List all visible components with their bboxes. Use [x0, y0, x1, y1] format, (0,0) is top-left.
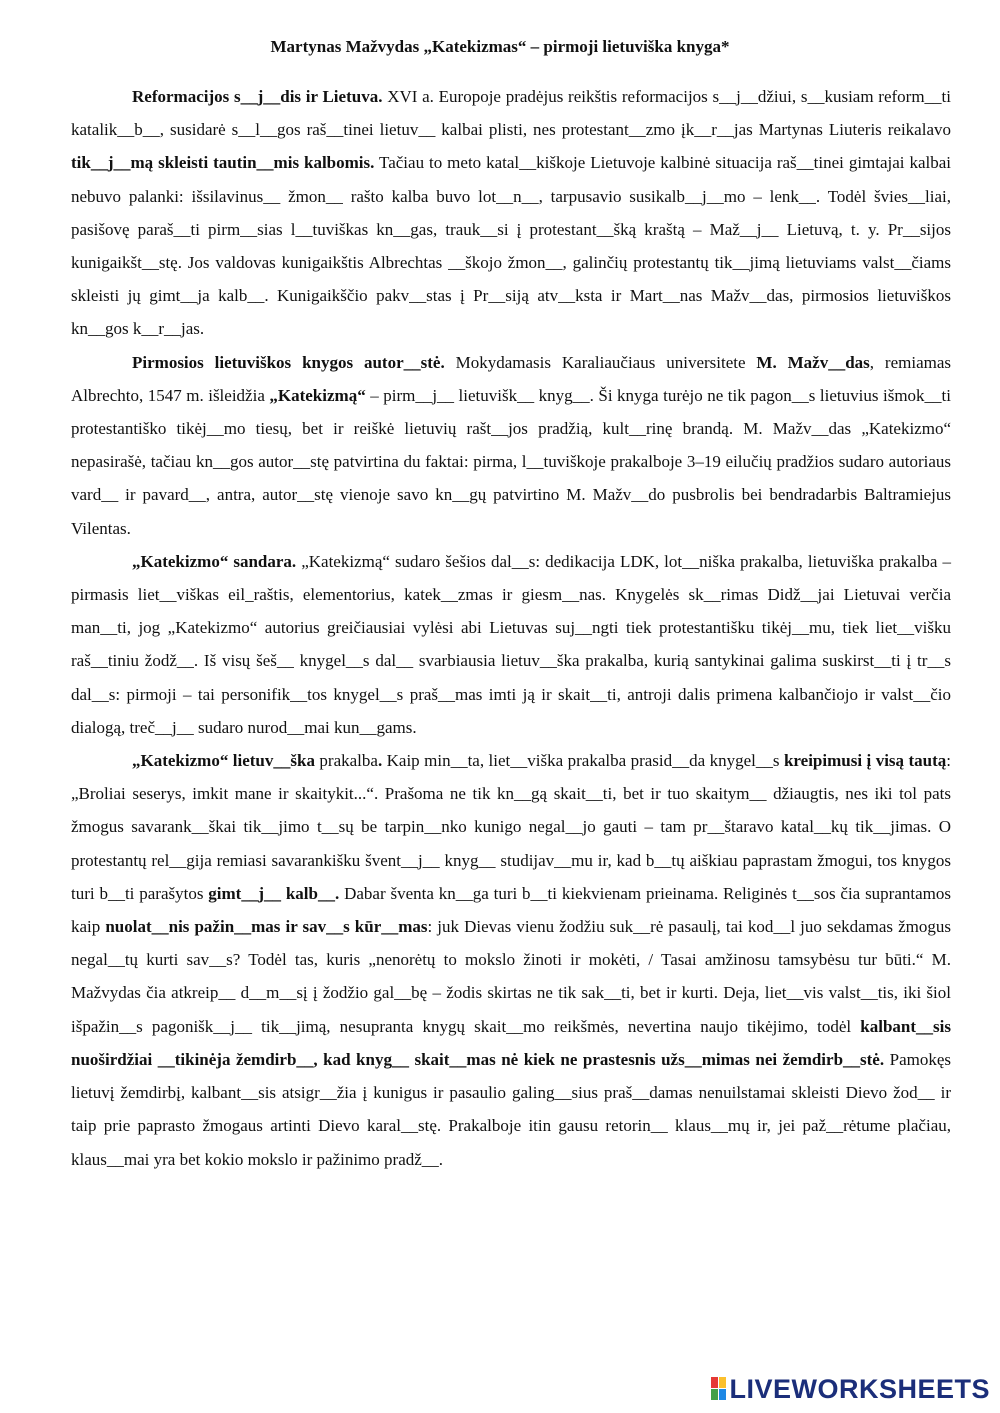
bold-text-run: tik__j__mą skleisti tautin__mis kalbomis. — [71, 153, 375, 173]
paragraph-structure — [71, 545, 951, 744]
bold-text-run: Reformacijos s__j__dis ir Lietuva. — [132, 87, 383, 106]
bold-text-run: nuolat__nis pažin__mas ir sav__s kūr__mas — [105, 917, 428, 937]
bold-text-run: . — [377, 751, 383, 771]
bold-text-run: M. Mažv__das — [756, 352, 870, 372]
liveworksheets-logo — [711, 1374, 990, 1404]
bold-text-run: „Katekizmo“ lietuv__ška — [132, 751, 315, 771]
text-run: Tačiau to meto katal__kiškoje Lietuvoje kalbinė situacija raš__tinei gimtajai kalbai nebuvo palanki: išsilavinus__ žmon__ rašto kalba buvo lot__n__, tarpusavio susikalb__j__mo – lenk__. Todėl švies__liai, pasišovę paraš__ti pirm__sias l__tuviškas kn__gas, trauk__si į protestant__šką kraštą – Maž__j__ Lietuvą, t. y. Pr__sijos kunigaikšt__stę. Jos valdovas kunigaikštis Albrechtas __škojo žmon__, galinčių protestantų tik__jimą lietuviams valst__čiams skleisti jų gimt__ja kalb__. Kunigaikščio pakv__stas į Pr__siją atv__ksta ir Mart__nas Mažv__das, pirmosios lietuviškos kn__gos k__r__jas. — [71, 153, 952, 339]
bold-text-run: gimt__j__ kalb__. — [208, 883, 340, 903]
paragraph-authorship — [71, 346, 951, 545]
text-run: Mokydamasis Karaliaučiaus universitete — [444, 352, 757, 372]
bold-text-run: kreipimusi į visą tautą — [783, 751, 947, 771]
logo-mark-red-block — [711, 1377, 718, 1388]
paragraph-reformation — [71, 80, 951, 346]
text-run: : juk Dievas vienu žodžiu suk__rė pasaulį, tai kod__l juo sekdamas žmogus negal__tų kurti sav__s? Todėl tas, kuris „nenorėtų to mokslo žinoti ir mokėti, / Tasai amžinosu tamsybėsu tur būti.“ M. Mažvydas čia atkreip__ d__m__sį į žodžio gal__bę – žodis skirtas ne tik sak__ti, bet ir kurti. Deja, liet__vis valst__tis, iki šiol išpažin__s pagonišk__j__ tik__jimą, nesupranta knygų skait__mo reikšmės, nevertina naujo tikėjimo, todėl — [71, 917, 951, 1036]
text-run: – pirm__j__ lietuvišk__ knyg__. Ši knyga turėjo ne tik pagon__s lietuvius išmok__ti protestantiško tikėj__mo tiesų, bet ir reiškė lietuvių rašt__jos pradžią, kult__rinę brandą. M. Mažv__das „Katekizmo“ nepasirašė, tačiau kn__gos autor__stę patvirtina du faktai: pirma, l__tuviškoje prakalboje 3–19 eilučių pradžios sudaro autoriaus vard__ ir pavard__, antra, autor__stę vienoje savo kn__gų patvirtino M. Mažv__do pusbrolis bei bendradarbis Baltramiejus Vilentas. — [71, 385, 951, 538]
text-run: Dabar šventa kn__ga turi b__ti kiekvienam prieinama. Religinės t__sos čia suprantamos kaip — [71, 883, 951, 937]
text-run: , remiamas Albrechto, 1547 m. išleidžia — [71, 352, 952, 405]
text-run: „Katekizmą“ sudaro šešios dal__s: dedikacija LDK, lot__niška prakalba, lietuviška prakalba – pirmasis liet__viškas eil_raštis, elementorius, katek__zmas ir giesm__nas. Knygelės sk__rimas Didž__jai Lietuvai verčia man__ti, jog „Katekizmo“ autorius greičiausiai vylėsi abi Lietuvas suj__ngti tiek protestantišku tikėj__mu, tiek liet__višku raš__tiniu žodž__. Iš visų šeš__ knygel__s dal__ svarbiausia lietuv__ška prakalba, kurią santykinai galima suskirst__ti į tr__s dal__s: pirmoji – tai personifik__tos knygel__s praš__mas imti ją ir skait__ti, antroji dalis primena kalbančiojo ir valst__čio dialogą, treč__j__ sudaro nurod__mai kun__gams. — [71, 551, 951, 737]
text-run: XVI a. Europoje pradėjus reikštis reformacijos s__j__džiui, s__kusiam reform__ti katalik__b__, susidarė s__l__gos raš__tinei lietuv__ kalbai plisti, nes protestant__zmo įk__r__jas Martynas Liuteris reikalavo — [71, 87, 951, 140]
text-run: Kaip min__ta, liet__viška prakalba prasid__da knygel__s — [382, 751, 784, 771]
logo-mark-yellow-block — [719, 1377, 726, 1388]
bold-text-run: „Katekizmą“ — [269, 385, 366, 405]
bold-text-run: Pirmosios lietuviškos knygos autor__stė. — [132, 352, 445, 372]
liveworksheets-logo-icon — [711, 1377, 727, 1401]
text-run: Pamokęs lietuvį žemdirbį, kalbant__sis atsigr__žia į kunigus ir pasaulio galing__sius praš__damas nenuilstamai skleisti Dievo žod__ ir taip prie paprasto žmogaus artinti Dievo karal__stę. Prakalboje itin gausu retorin__ klaus__mų ir, jei paž__rėtume plačiau, klaus__mai yra bet kokio mokslo ir pažinimo pradž__. — [71, 1049, 951, 1169]
bold-text-run: „Katekizmo“ sandara. — [132, 551, 297, 571]
document-title: Martynas Mažvydas „Katekizmas“ – pirmoji lietuviška knyga* — [270, 37, 730, 56]
document-body — [71, 80, 951, 1176]
logo-text: LIVEWORKSHEETS — [729, 1373, 990, 1404]
logo-mark-blue-block — [719, 1389, 726, 1400]
text-run: : „Broliai seserys, imkit mane ir skaitykit...“. Prašoma ne tik kn__gą skait__ti, bet ir tuo skaitym__ džiaugtis, nes iki tol pats žmogus savarank__škai tik__jimo t__sų be tarpin__nko kunigo negal__jo gauti – tam pr__štaravo katal__kų tik__jimas. O protestantų rel__gija remiasi savarankišku švent__j__ knyg__ studijav__mu ir, kad b__tų aiškiau paprastam žmogui, tos knygos turi b__ti parašytos — [71, 751, 951, 903]
bold-text-run: kalbant__sis nuoširdžiai __tikinėja žemdirb__, kad knyg__ skait__mas nė kiek ne prastesnis užs__mimas nei žemdirb__stė. — [71, 1016, 951, 1069]
paragraph-preface — [71, 744, 951, 1176]
text-run: prakalba — [314, 751, 378, 771]
logo-mark-green-block — [711, 1389, 718, 1400]
